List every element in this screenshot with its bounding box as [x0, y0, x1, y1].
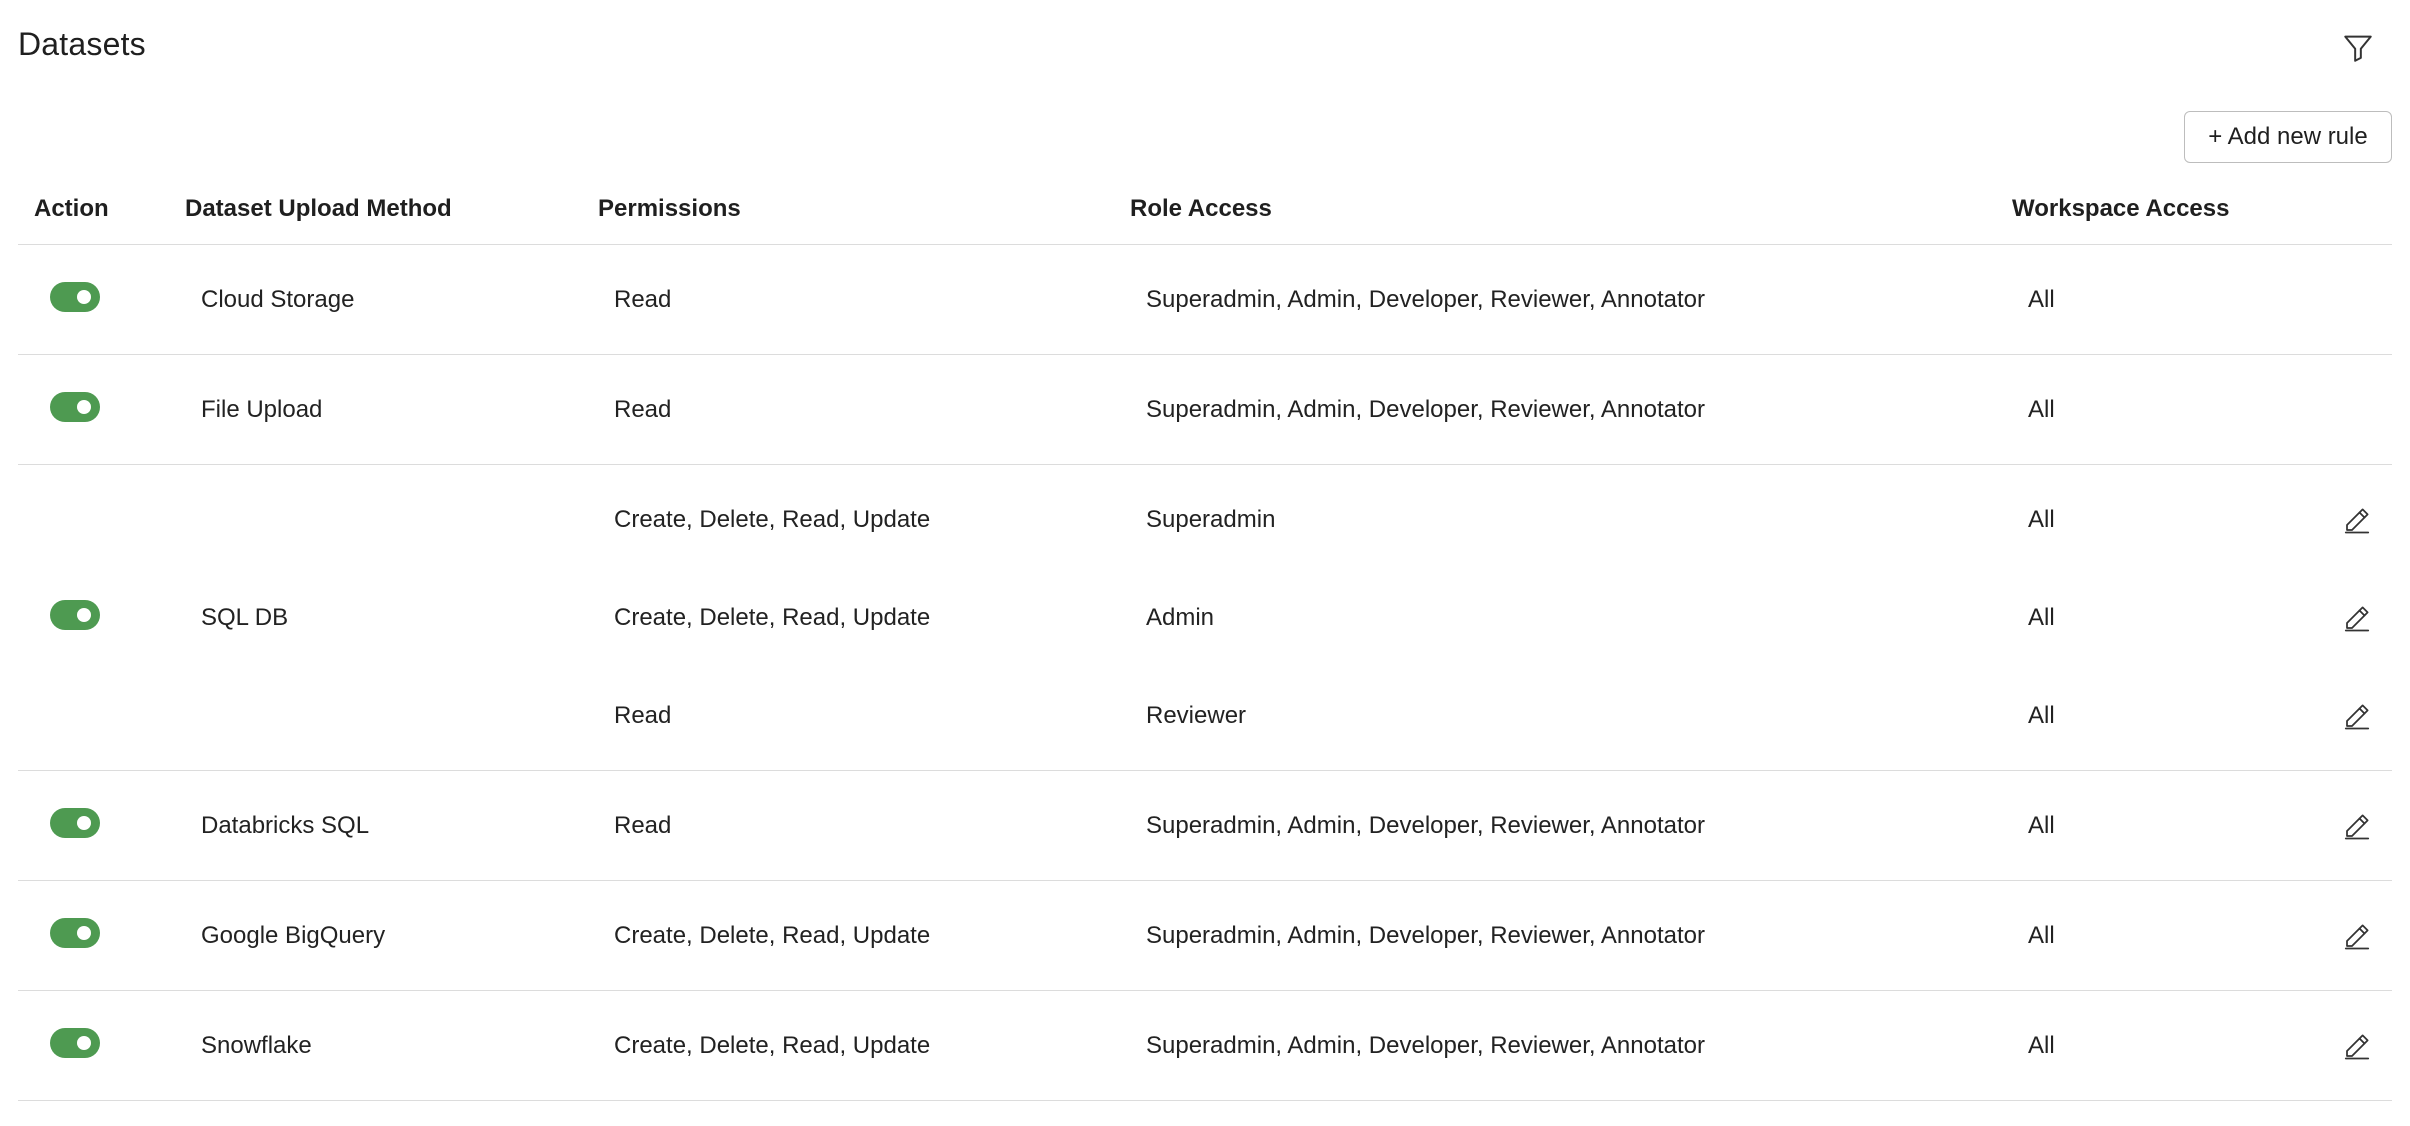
edit-rule-button[interactable] [2340, 601, 2374, 635]
workspace-access-cell: All [2028, 506, 2055, 533]
column-header-action: Action [34, 195, 109, 222]
permissions-cell: Read [614, 286, 672, 313]
column-header-permissions: Permissions [598, 195, 741, 222]
permissions-cell: Read [614, 396, 672, 423]
enable-toggle[interactable] [50, 918, 100, 948]
workspace-access-cell: All [2028, 1032, 2055, 1059]
toggle-knob [77, 1036, 91, 1050]
permissions-cell: Read [614, 812, 672, 839]
toggle-knob [77, 926, 91, 940]
role-access-cell: Superadmin [1146, 506, 1276, 533]
datasets-table [18, 185, 2392, 1101]
permissions-cell: Create, Delete, Read, Update [614, 922, 931, 949]
enable-toggle[interactable] [50, 1028, 100, 1058]
filter-icon [2341, 31, 2375, 65]
role-access-cell: Superadmin, Admin, Developer, Reviewer, Annotator [1146, 922, 1705, 949]
table-header [18, 185, 2392, 245]
permissions-cell: Create, Delete, Read, Update [614, 604, 931, 631]
pencil-icon [2342, 505, 2372, 535]
role-access-cell: Superadmin, Admin, Developer, Reviewer, Annotator [1146, 812, 1705, 839]
role-access-cell: Reviewer [1146, 702, 1247, 729]
edit-rule-button[interactable] [2340, 1029, 2374, 1063]
enable-toggle[interactable] [50, 600, 100, 630]
table-row [18, 991, 2392, 1101]
role-access-cell: Admin [1146, 604, 1215, 631]
table-row [18, 881, 2392, 991]
workspace-access-cell: All [2028, 922, 2055, 949]
page-title: Datasets [18, 26, 146, 62]
upload-method: Cloud Storage [201, 286, 355, 313]
filter-button[interactable] [2338, 28, 2378, 68]
table-row [18, 465, 2392, 771]
enable-toggle[interactable] [50, 392, 100, 422]
toggle-knob [77, 608, 91, 622]
workspace-access-cell: All [2028, 286, 2055, 313]
pencil-icon [2342, 811, 2372, 841]
workspace-access-cell: All [2028, 396, 2055, 423]
enable-toggle[interactable] [50, 282, 100, 312]
column-header-role-access: Role Access [1130, 195, 1272, 222]
workspace-access-cell: All [2028, 604, 2055, 631]
upload-method: Google BigQuery [201, 922, 386, 949]
table-row [18, 355, 2392, 465]
column-header-upload-method: Dataset Upload Method [185, 195, 452, 222]
pencil-icon [2342, 603, 2372, 633]
toggle-knob [77, 816, 91, 830]
page-header [18, 18, 2392, 78]
add-new-rule-button[interactable]: + Add new rule [2184, 111, 2392, 163]
edit-rule-button[interactable] [2340, 809, 2374, 843]
workspace-access-cell: All [2028, 702, 2055, 729]
enable-toggle[interactable] [50, 808, 100, 838]
workspace-access-cell: All [2028, 812, 2055, 839]
pencil-icon [2342, 1031, 2372, 1061]
permissions-cell: Create, Delete, Read, Update [614, 506, 931, 533]
upload-method: Databricks SQL [201, 812, 370, 839]
edit-rule-button[interactable] [2340, 699, 2374, 733]
edit-rule-button[interactable] [2340, 503, 2374, 537]
upload-method: Snowflake [201, 1032, 312, 1059]
toggle-knob [77, 290, 91, 304]
table-row [18, 771, 2392, 881]
permissions-cell: Read [614, 702, 672, 729]
role-access-cell: Superadmin, Admin, Developer, Reviewer, Annotator [1146, 1032, 1705, 1059]
column-header-workspace-access: Workspace Access [2012, 195, 2230, 222]
role-access-cell: Superadmin, Admin, Developer, Reviewer, Annotator [1146, 286, 1705, 313]
role-access-cell: Superadmin, Admin, Developer, Reviewer, Annotator [1146, 396, 1705, 423]
pencil-icon [2342, 921, 2372, 951]
table-row [18, 245, 2392, 355]
pencil-icon [2342, 701, 2372, 731]
permissions-cell: Create, Delete, Read, Update [614, 1032, 931, 1059]
edit-rule-button[interactable] [2340, 919, 2374, 953]
upload-method: SQL DB [201, 604, 289, 631]
table-body [18, 245, 2392, 1101]
upload-method: File Upload [201, 396, 323, 423]
toggle-knob [77, 400, 91, 414]
